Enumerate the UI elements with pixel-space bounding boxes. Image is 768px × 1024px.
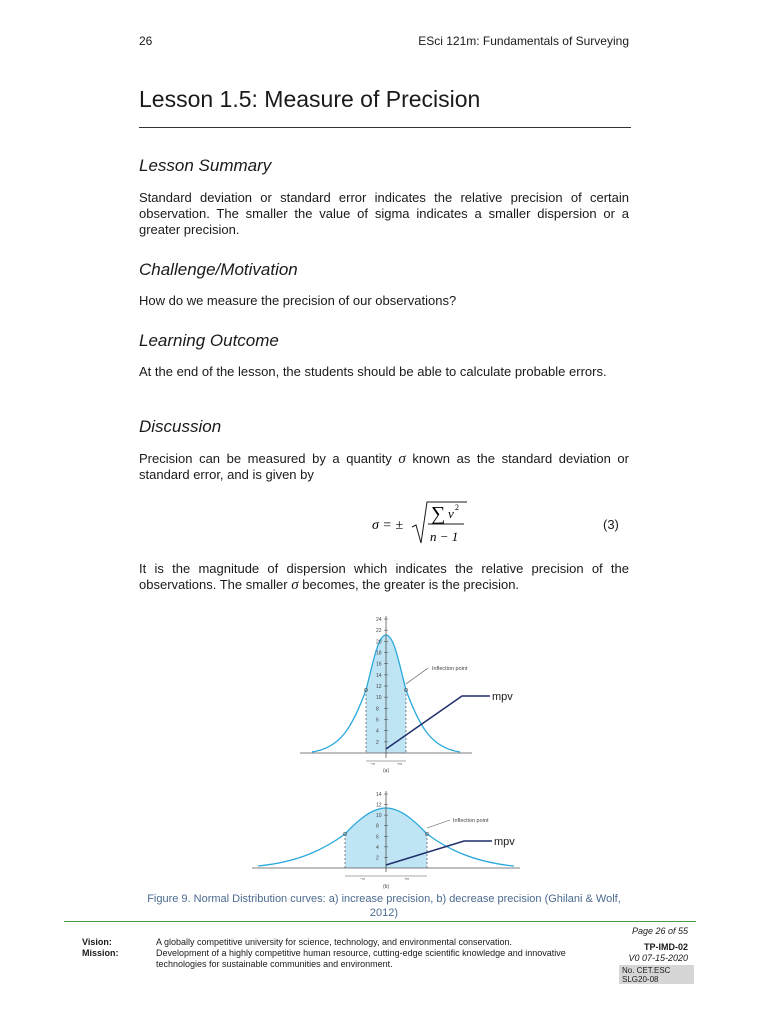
equation-exponent: 2 <box>455 503 459 512</box>
outcome-heading: Learning Outcome <box>139 331 279 350</box>
inflection-label-a: Inflection point <box>432 666 468 672</box>
equation-number: (3) <box>603 517 619 532</box>
inflection-label-b: Inflection point <box>453 818 489 824</box>
y-axis-a-tick-label: 20 <box>376 639 382 646</box>
y-axis-a-tick-label: 18 <box>376 650 382 657</box>
y-axis-a-tick-label: 6 <box>376 717 379 724</box>
doc-number-line-2: SLG20-08 <box>622 975 659 984</box>
discussion-text-1a: Precision can be measured by a quantity <box>139 451 392 466</box>
y-axis-a-tick-label: 10 <box>376 695 382 702</box>
discussion-paragraph-2 <box>139 561 629 593</box>
y-axis-a-tick-label: 14 <box>376 672 382 679</box>
figure-caption: Figure 9. Normal Distribution curves: a) increase precision, b) decrease precision (Ghilani & Wolf, 2012) <box>147 893 621 919</box>
sub-label-b: (b) <box>383 884 390 890</box>
challenge-heading: Challenge/Motivation <box>139 260 298 279</box>
y-axis-b-tick-label: 4 <box>376 844 379 851</box>
mpv-label-a: mpv <box>492 691 513 703</box>
x-mark-b-right: +σ <box>404 876 409 881</box>
discussion-text-2b: becomes, the greater is the precision. <box>302 577 520 592</box>
doc-number-line-1: No. CET.ESC <box>622 966 671 975</box>
outcome-text: At the end of the lesson, the students should be able to calculate probable errors. <box>139 364 607 379</box>
y-axis-a-tick-label: 12 <box>376 684 382 690</box>
mpv-label-b: mpv <box>494 836 515 848</box>
y-axis-b-tick-label: 10 <box>376 813 382 820</box>
vision-text: A globally competitive university for science, technology, and environmental conservation. <box>156 937 513 947</box>
sigma-symbol: σ <box>398 451 406 467</box>
standard-deviation-equation <box>372 498 512 548</box>
summary-text: Standard deviation or standard error indicates the relative precision of certain observation. The smaller the value of sigma indicates a smaller dispersion or a greater precision. <box>139 190 629 237</box>
x-mark-a-right: +σ <box>397 761 402 766</box>
mission-label: Mission: <box>82 948 119 958</box>
discussion-paragraph-1 <box>139 451 629 483</box>
title-divider <box>139 127 631 128</box>
doc-code: TP-IMD-02 <box>643 942 688 952</box>
summary-heading: Lesson Summary <box>139 156 272 175</box>
equation-var: v <box>448 506 454 521</box>
page-number: 26 <box>139 34 153 48</box>
discussion-text-1b: known as the standard deviation or standard error, and is given by <box>139 451 629 482</box>
vision-label: Vision: <box>82 937 112 947</box>
y-axis-b-tick-label: 12 <box>376 802 382 809</box>
x-mark-a-left: −σ <box>370 761 375 766</box>
y-axis-a-tick-label: 22 <box>376 628 382 635</box>
y-axis-a-tick-label: 2 <box>376 739 379 746</box>
page-counter: Page 26 of 55 <box>631 926 688 936</box>
challenge-text: How do we measure the precision of our observations? <box>139 293 457 308</box>
equation-sum-symbol: ∑ <box>431 503 446 525</box>
x-mark-b-left: −σ <box>360 876 365 881</box>
y-axis-b-tick-label: 6 <box>376 834 379 841</box>
y-axis-b-tick-label: 2 <box>376 855 379 862</box>
y-axis-a-tick-label: 24 <box>376 617 382 623</box>
y-axis-a-tick-label: 8 <box>376 706 379 713</box>
equation-denominator: n − 1 <box>430 529 459 544</box>
doc-number-box <box>619 965 694 984</box>
mission-text: Development of a highly competitive human resource, cutting-edge scientific knowledge and innovative technologies for sustainable communities and environment. <box>156 948 566 969</box>
normal-distribution-figure <box>240 608 530 892</box>
y-axis-a-tick-label: 4 <box>376 728 379 735</box>
sub-label-a: (a) <box>383 768 390 774</box>
y-axis-b-tick-label: 8 <box>376 823 379 830</box>
equation-lhs: σ = ± <box>372 518 404 533</box>
y-axis-b-tick-label: 14 <box>376 792 382 798</box>
course-title: ESci 121m: Fundamentals of Surveying <box>418 34 629 48</box>
doc-version: V0 07-15-2020 <box>628 953 688 963</box>
discussion-text-2a: It is the magnitude of dispersion which indicates the relative precision of the observations. The smaller <box>139 561 629 592</box>
footer-divider <box>64 921 696 922</box>
lesson-title: Lesson 1.5: Measure of Precision <box>139 86 481 112</box>
discussion-heading: Discussion <box>139 417 222 436</box>
y-axis-a-tick-label: 16 <box>376 661 382 668</box>
sigma-symbol-2: σ <box>291 577 299 593</box>
